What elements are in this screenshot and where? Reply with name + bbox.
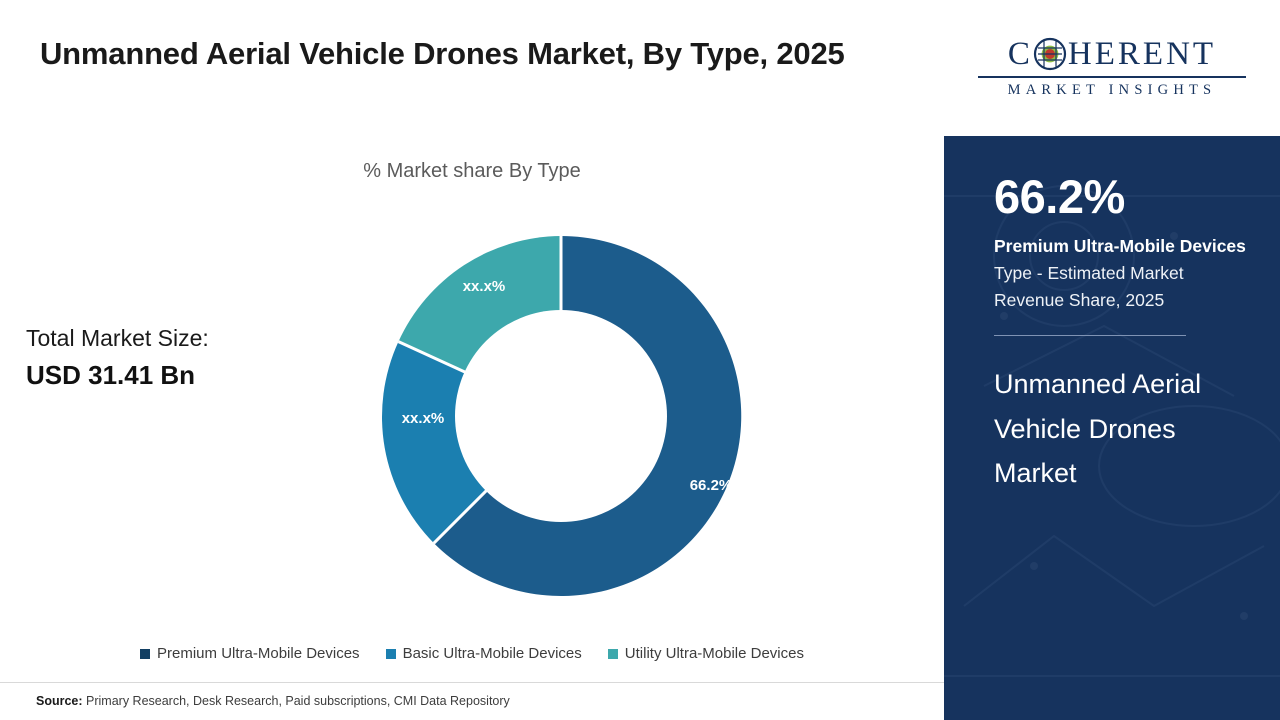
legend-label: Premium Ultra-Mobile Devices [157,645,360,662]
brand-tagline: MARKET INSIGHTS [1007,82,1217,98]
brand-letter-c: C [1007,35,1033,72]
globe-icon [1033,37,1067,71]
sidebar-content [944,136,1280,496]
legend-item-utility[interactable] [608,645,804,662]
sidebar-rule [994,335,1186,336]
chart-legend [0,645,944,662]
legend-item-premium[interactable] [140,645,360,662]
donut-svg [378,233,744,599]
legend-swatch-icon [386,649,396,659]
slice-label-utility: xx.x% [462,278,506,295]
source-note [36,694,510,708]
total-market-size-label: Total Market Size: [26,325,209,351]
source-prefix: Source: [36,694,83,708]
legend-swatch-icon [140,649,150,659]
source-text: Primary Research, Desk Research, Paid subscriptions, CMI Data Repository [82,694,510,708]
slice-label-basic: xx.x% [401,410,445,427]
source-divider [0,682,944,683]
brand-name [1008,37,1216,71]
chart-subtitle: % Market share By Type [363,160,581,182]
stat-description-rest: Type - Estimated Market Revenue Share, 2025 [994,262,1184,310]
sidebar-body [944,136,1280,720]
slice-label-premium: 66.2% [689,477,733,494]
sidebar-panel [944,0,1280,720]
stat-description-bold: Premium Ultra-Mobile Devices [994,236,1246,257]
brand-name-rest: HERENT [1067,35,1217,72]
total-market-size-value: USD 31.41 Bn [26,360,196,390]
donut-hole [455,310,667,522]
legend-label: Utility Ultra-Mobile Devices [624,645,804,662]
stat-description [994,233,1246,313]
brand-rule [978,76,1246,78]
legend-swatch-icon [608,649,618,659]
donut-chart [378,233,744,599]
legend-label: Basic Ultra-Mobile Devices [402,645,582,662]
market-name: Unmanned Aerial Vehicle Drones Market [994,369,1202,489]
stat-value: 66.2% [994,170,1125,223]
page-title: Unmanned Aerial Vehicle Drones Market, By Type, 2025 [40,36,845,71]
brand-logo [944,0,1280,136]
legend-item-basic[interactable] [386,645,582,662]
